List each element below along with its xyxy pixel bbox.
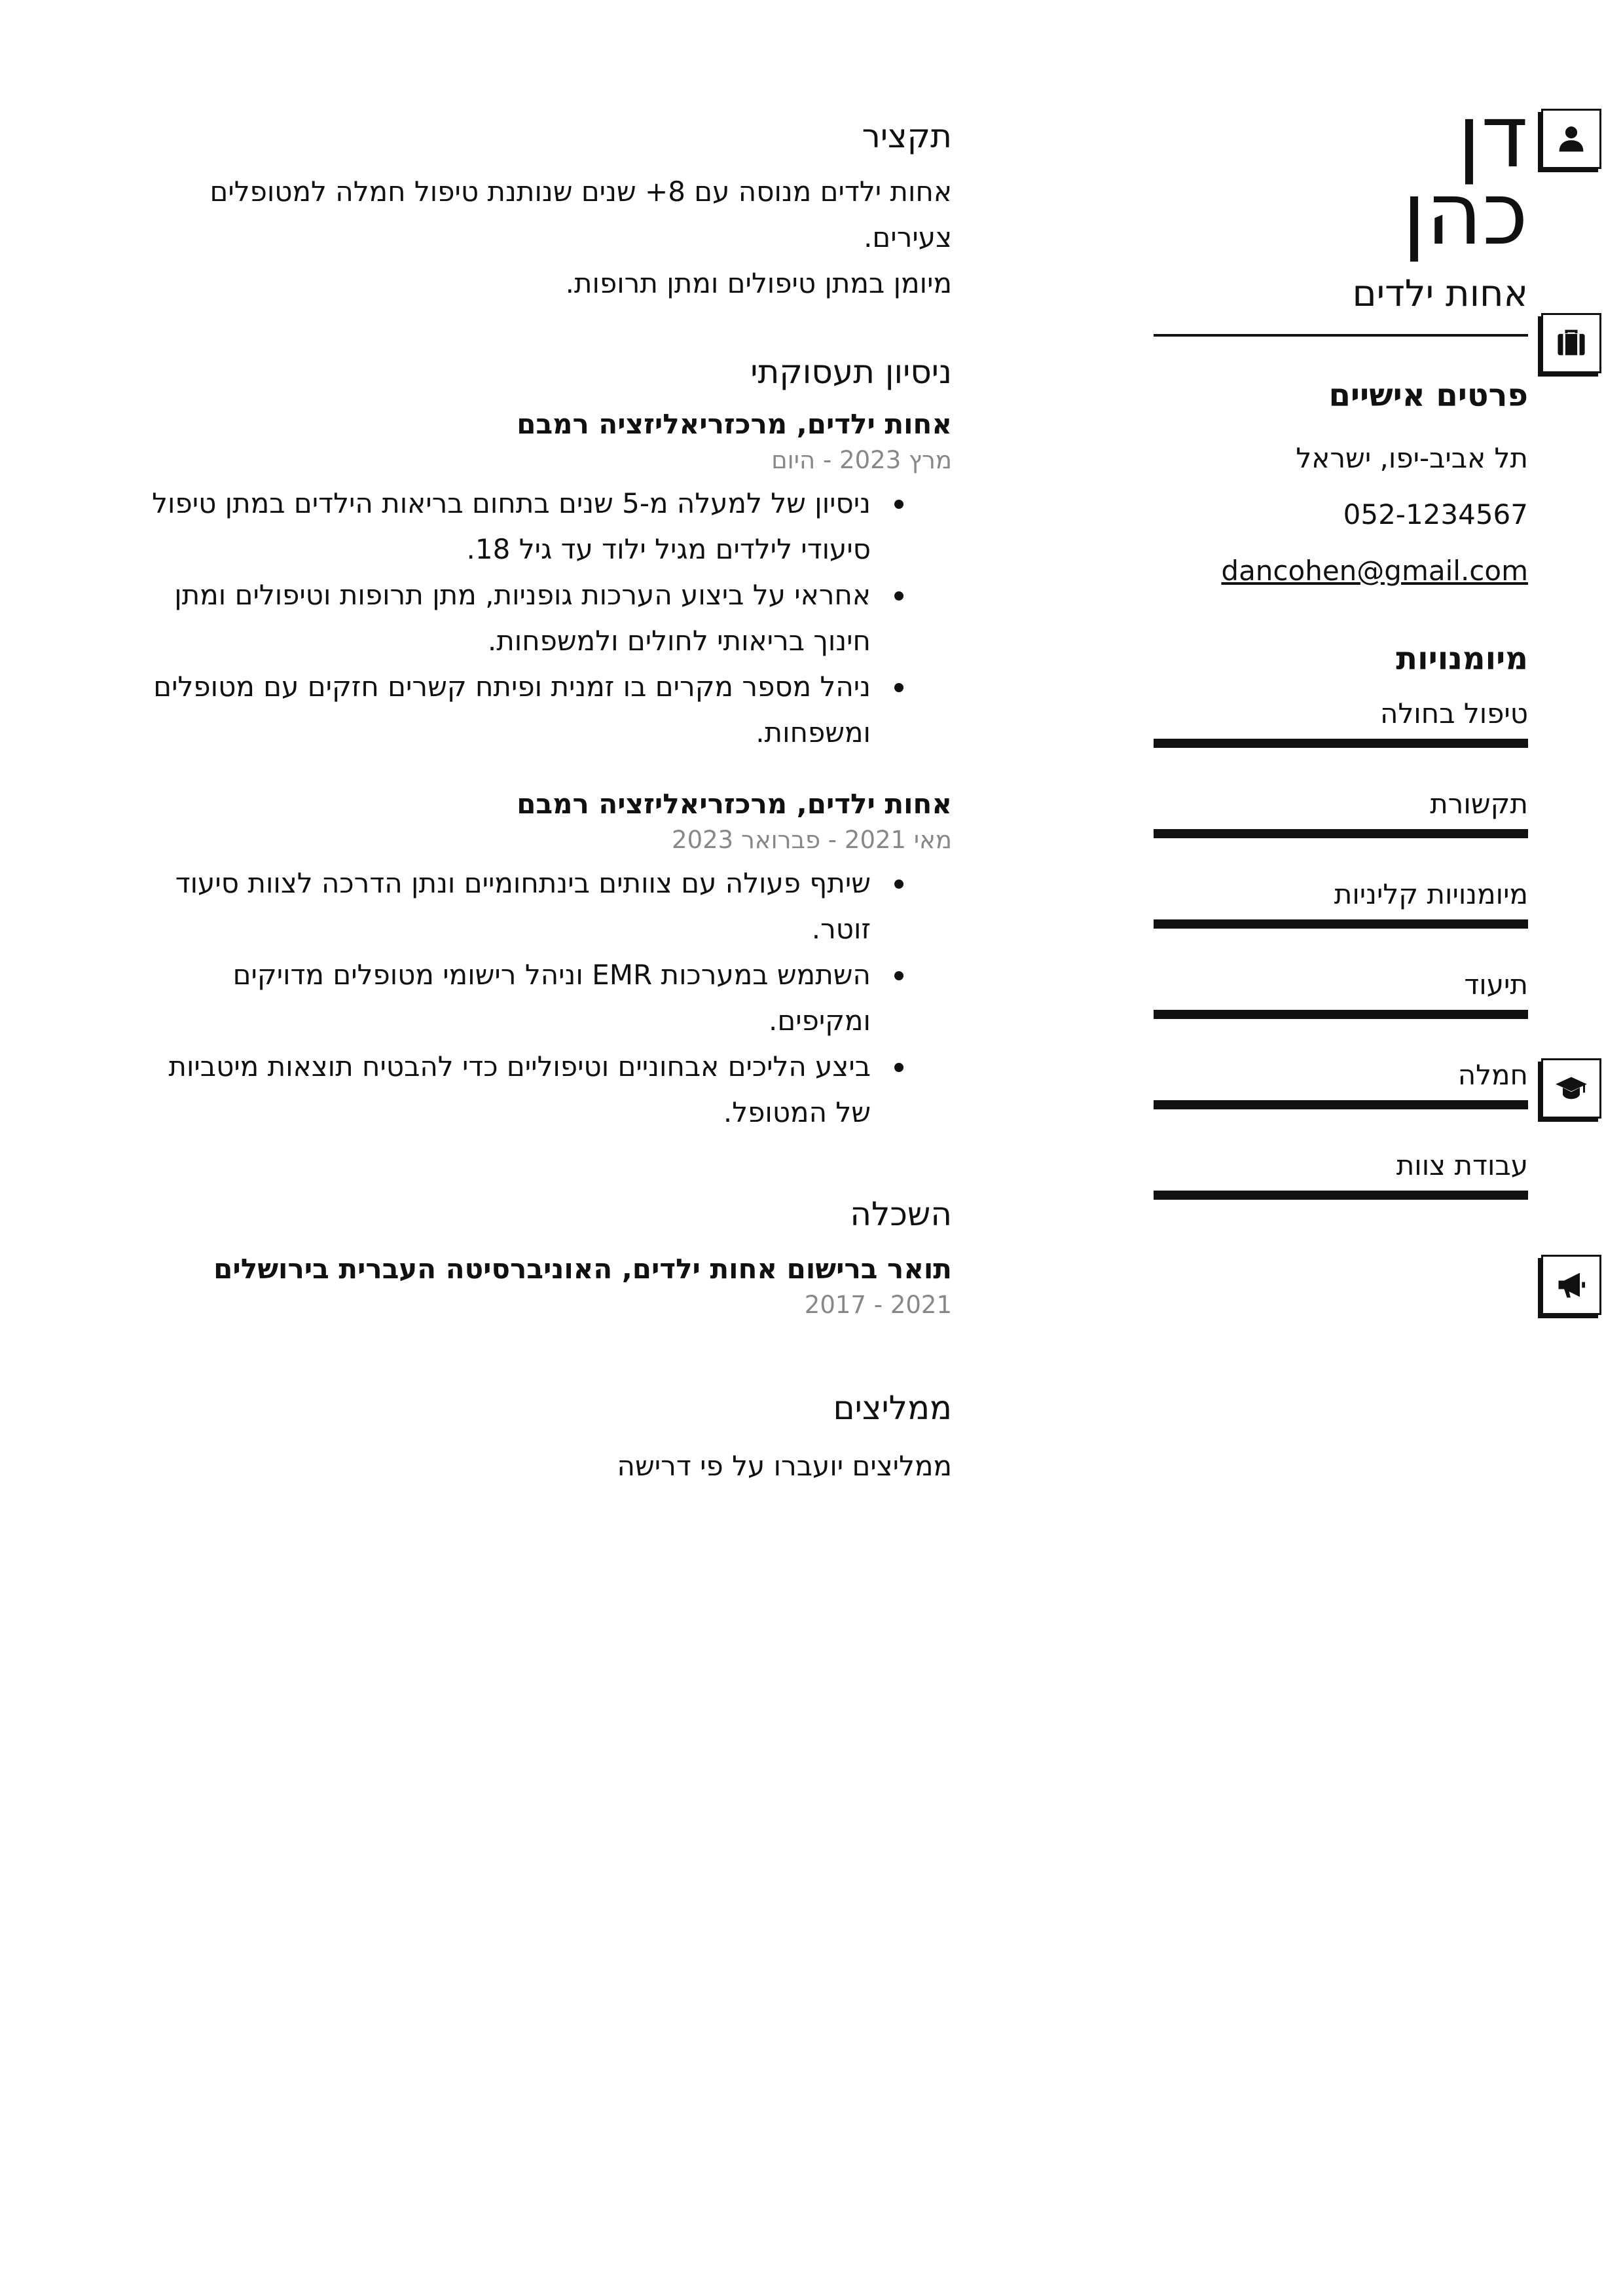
user-icon: [1554, 122, 1588, 156]
skill-bar: [1154, 919, 1528, 929]
job-bullets: [131, 861, 952, 1136]
graduation-cap-icon-box: [1541, 1058, 1601, 1119]
skill-label: טיפול בחולה: [1380, 697, 1528, 730]
job-position: אחות ילדים, מרכזריאליזציה רמבם: [517, 788, 952, 820]
skill-bar: [1154, 1191, 1528, 1200]
first-name: דן: [1457, 86, 1528, 187]
list-item: אחראי על ביצוע הערכות גופניות, מתן תרופות וטיפולים ומתן חינוך בריאותי לחולים ולמשפחות.: [131, 572, 871, 664]
experience-title: ניסיון תעסוקתי: [750, 353, 952, 391]
header-divider: [1154, 334, 1528, 337]
references-text: ממליצים יועברו על פי דרישה: [617, 1450, 952, 1482]
skill-bar: [1154, 739, 1528, 748]
briefcase-icon: [1554, 326, 1588, 360]
skill-label: חמלה: [1457, 1059, 1528, 1091]
list-item: ביצע הליכים אבחוניים וטיפוליים כדי להבטיח תוצאות מיטביות של המטופל.: [131, 1044, 871, 1136]
user-icon-box: [1541, 109, 1601, 169]
job-dates: מרץ 2023 - היום: [771, 446, 952, 474]
job-title: אחות ילדים: [1352, 272, 1528, 315]
sidebar: [1154, 86, 1528, 1238]
education-dates: 2021 - 2017: [804, 1291, 952, 1319]
degree: תואר ברישום אחות ילדים, האוניברסיטה העברית בירושלים: [213, 1253, 952, 1285]
phone: 052-1234567: [1343, 498, 1528, 530]
skill-label: תקשורת: [1430, 788, 1528, 820]
job-entry: [131, 405, 952, 756]
job-bullets: [131, 481, 952, 756]
summary-line: מיומן במתן טיפולים ומתן תרופות.: [565, 267, 952, 299]
job-position: אחות ילדים, מרכזריאליזציה רמבם: [517, 408, 952, 440]
skill-label: תיעוד: [1464, 969, 1528, 1001]
personal-details-heading: פרטים אישיים: [1328, 377, 1528, 414]
briefcase-icon-box: [1541, 313, 1601, 373]
skill-bar: [1154, 1010, 1528, 1019]
main-column: [131, 113, 952, 1489]
education-title: השכלה: [850, 1195, 952, 1233]
skill-bar: [1154, 829, 1528, 838]
megaphone-icon-box: [1541, 1255, 1601, 1315]
last-name: כהן: [1402, 164, 1528, 265]
skill-label: עבודת צוות: [1396, 1149, 1528, 1181]
summary-line: אחות ילדים מנוסה עם 8+ שנים שנותנת טיפול חמלה למטופלים צעירים.: [210, 176, 952, 253]
summary-section: [131, 113, 952, 306]
skills-list: [1154, 695, 1528, 1200]
list-item: ניהל מספר מקרים בו זמנית ופיתח קשרים חזקים עם מטופלים ומשפחות.: [131, 664, 871, 756]
graduation-cap-icon: [1554, 1071, 1588, 1105]
list-item: ניסיון של למעלה מ-5 שנים בתחום בריאות הילדים במתן טיפול סיעודי לילדים מגיל ילוד עד גיל 18.: [131, 481, 871, 572]
references-section: [131, 1384, 952, 1489]
skill-bar: [1154, 1100, 1528, 1109]
list-item: שיתף פעולה עם צוותים בינתחומיים ונתן הדרכה לצוות סיעוד זוטר.: [131, 861, 871, 952]
job-entry: [131, 785, 952, 1136]
email-link[interactable]: dancohen@gmail.com: [1221, 555, 1528, 587]
job-dates: מאי 2021 - פברואר 2023: [672, 826, 952, 854]
megaphone-icon: [1554, 1268, 1588, 1302]
skills-heading: מיומנויות: [1396, 640, 1528, 677]
summary-title: תקציר: [862, 117, 952, 155]
list-item: השתמש במערכות EMR וניהל רישומי מטופלים מדויקים ומקיפים.: [131, 952, 871, 1044]
location: תל אביב-יפו, ישראל: [1296, 442, 1528, 474]
experience-section: [131, 348, 952, 1136]
education-section: [131, 1191, 952, 1322]
skill-label: מיומנויות קליניות: [1334, 878, 1528, 910]
references-title: ממליצים: [833, 1389, 952, 1427]
